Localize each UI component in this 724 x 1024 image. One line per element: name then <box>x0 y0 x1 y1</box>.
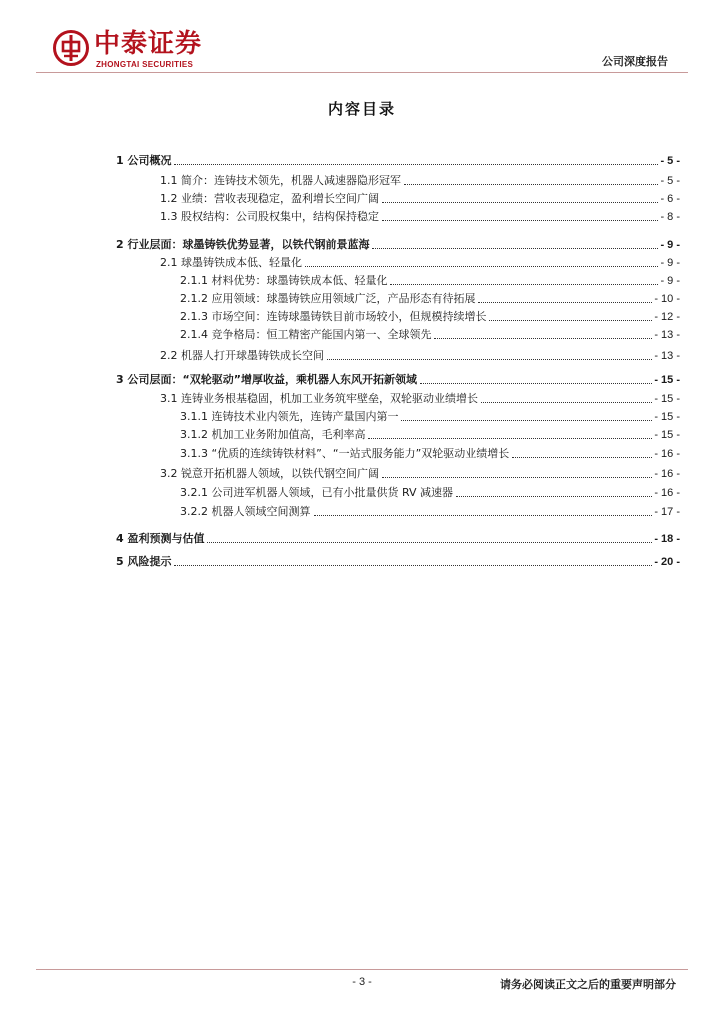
toc-entry-page: - 16 - <box>654 448 680 460</box>
toc-entry-title: 2.1.4 竞争格局：恒工精密产能国内第一、全球领先 <box>180 328 432 341</box>
toc-entry-page: - 9 - <box>660 239 680 251</box>
toc-entry[interactable] <box>116 551 680 569</box>
toc-dot-leader <box>404 183 658 185</box>
toc-entry[interactable] <box>116 528 680 546</box>
toc-entry-title: 1.3 股权结构：公司股权集中，结构保持稳定 <box>160 210 379 223</box>
toc-entry[interactable] <box>180 324 680 342</box>
toc-dot-leader <box>456 495 652 497</box>
toc-entry-title: 2.1 球墨铸铁成本低、轻量化 <box>160 256 302 269</box>
toc-dot-leader <box>489 319 652 321</box>
toc-entry-title: 3 公司层面：“双轮驱动”增厚收益，乘机器人东风开拓新领域 <box>116 373 417 386</box>
toc-entry-page: - 9 - <box>660 257 680 269</box>
toc-entry-title: 2 行业层面：球墨铸铁优势显著，以铁代钢前景蓝海 <box>116 238 370 251</box>
toc-dot-leader <box>207 541 652 543</box>
toc-dot-leader <box>382 219 658 221</box>
toc-entry-page: - 9 - <box>660 275 680 287</box>
page-number: - 3 - <box>352 976 372 988</box>
toc-entry[interactable] <box>116 150 680 168</box>
toc-entry-title: 3.2.2 机器人领域空间测算 <box>180 505 311 518</box>
toc-entry-title: 4 盈利预测与估值 <box>116 532 205 545</box>
toc-dot-leader <box>512 456 652 458</box>
toc-entry[interactable] <box>180 306 680 324</box>
toc-entry[interactable] <box>160 206 680 224</box>
header-divider <box>36 72 688 73</box>
toc-entry-page: - 16 - <box>654 487 680 499</box>
toc-entry-page: - 13 - <box>654 350 680 362</box>
toc-dot-leader <box>401 419 652 421</box>
page-header <box>0 0 724 80</box>
toc-entry-title: 5 风险提示 <box>116 555 172 568</box>
company-name-en: ZHONGTAI SECURITIES <box>96 60 194 69</box>
footer-disclaimer: 请务必阅读正文之后的重要声明部分 <box>500 978 676 991</box>
toc-title: 内容目录 <box>327 100 396 118</box>
report-type-label: 公司深度报告 <box>602 55 668 68</box>
toc-entry[interactable] <box>180 288 680 306</box>
toc-dot-leader <box>478 301 652 303</box>
toc-dot-leader <box>382 476 652 478</box>
toc-dot-leader <box>368 437 652 439</box>
toc-dot-leader <box>327 358 652 360</box>
toc-entry-title: 2.1.1 材料优势：球墨铸铁成本低、轻量化 <box>180 274 388 287</box>
toc-dot-leader <box>382 201 658 203</box>
toc-dot-leader <box>174 564 652 566</box>
toc-entry[interactable] <box>180 443 680 461</box>
toc-entry-title: 2.2 机器人打开球墨铸铁成长空间 <box>160 349 324 362</box>
toc-entry-page: - 15 - <box>654 374 680 386</box>
toc-entry-page: - 6 - <box>660 193 680 205</box>
toc-dot-leader <box>420 382 652 384</box>
toc-entry-page: - 15 - <box>654 429 680 441</box>
toc-dot-leader <box>305 265 658 267</box>
toc-entry[interactable] <box>180 482 680 500</box>
toc-entry-page: - 8 - <box>660 211 680 223</box>
toc-dot-leader <box>314 514 653 516</box>
toc-entry-title: 3.2 锐意开拓机器人领域，以铁代钢空间广阔 <box>160 467 379 480</box>
toc-entry-title: 2.1.3 市场空间：连铸球墨铸铁目前市场较小，但规模持续增长 <box>180 310 487 323</box>
toc-entry-title: 1.2 业绩：营收表现稳定，盈利增长空间广阔 <box>160 192 379 205</box>
toc-entry-title: 1.1 简介：连铸技术领先，机器人减速器隐形冠军 <box>160 174 401 187</box>
toc-entry-title: 2.1.2 应用领域：球墨铸铁应用领域广泛，产品形态有待拓展 <box>180 292 476 305</box>
toc-entry[interactable] <box>160 170 680 188</box>
toc-entry-page: - 16 - <box>654 468 680 480</box>
toc-entry[interactable] <box>116 369 680 387</box>
toc-entry-page: - 5 - <box>660 175 680 187</box>
toc-entry[interactable] <box>160 388 680 406</box>
toc-dot-leader <box>481 401 652 403</box>
toc-dot-leader <box>434 337 652 339</box>
toc-entry[interactable] <box>160 463 680 481</box>
toc-entry[interactable] <box>160 252 680 270</box>
toc-dot-leader <box>174 163 658 165</box>
toc-entry-title: 3.1.2 机加工业务附加值高，毛利率高 <box>180 428 366 441</box>
toc-entry[interactable] <box>160 345 680 363</box>
toc-entry[interactable] <box>180 270 680 288</box>
toc-entry-page: - 20 - <box>654 556 680 568</box>
toc-entry[interactable] <box>160 188 680 206</box>
company-name-cn: 中泰证券 <box>94 29 203 59</box>
toc-entry[interactable] <box>116 234 680 252</box>
toc-entry-page: - 15 - <box>654 393 680 405</box>
toc-entry-page: - 15 - <box>654 411 680 423</box>
toc-dot-leader <box>390 283 658 285</box>
toc-entry[interactable] <box>180 406 680 424</box>
toc-entry-title: 3.1.3 “优质的连续铸铁材料”、“一站式服务能力”双轮驱动业绩增长 <box>180 447 510 460</box>
toc-entry-page: - 17 - <box>654 506 680 518</box>
toc-entry[interactable] <box>180 424 680 442</box>
toc-entry-title: 3.1 连铸业务根基稳固，机加工业务筑牢壁垒，双轮驱动业绩增长 <box>160 392 478 405</box>
toc-dot-leader <box>372 247 658 249</box>
toc-entry-page: - 13 - <box>654 329 680 341</box>
toc-entry-page: - 5 - <box>660 155 680 167</box>
toc-entry-page: - 10 - <box>654 293 680 305</box>
toc-entry-page: - 18 - <box>654 533 680 545</box>
toc-entry-title: 3.2.1 公司进军机器人领域，已有小批量供货 RV 减速器 <box>180 486 454 499</box>
zhongtai-logo-icon <box>53 30 89 66</box>
toc-entry-title: 1 公司概况 <box>116 154 172 167</box>
toc-entry[interactable] <box>180 501 680 519</box>
toc-entry-page: - 12 - <box>654 311 680 323</box>
toc-entry-title: 3.1.1 连铸技术业内领先，连铸产量国内第一 <box>180 410 399 423</box>
footer-divider <box>36 969 688 970</box>
